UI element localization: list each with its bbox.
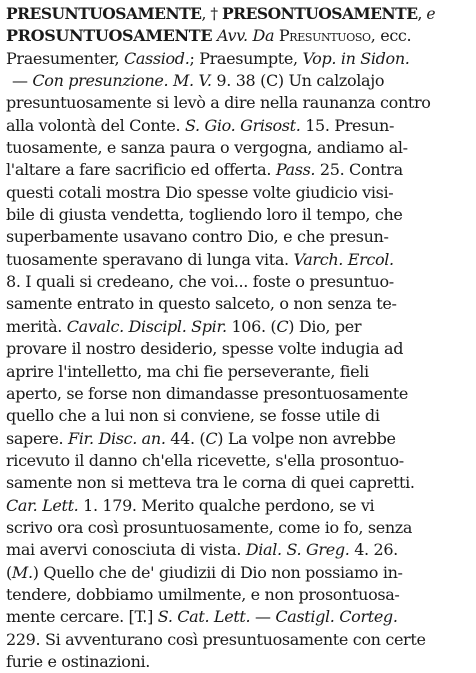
citation-text: Varch. Ercol. bbox=[293, 249, 394, 269]
body-text: samente entrato in questo salceto, o non senza te- bbox=[6, 294, 397, 314]
text-line bbox=[6, 293, 470, 315]
body-text: 15. Presun- bbox=[300, 115, 394, 135]
body-text: , bbox=[417, 5, 427, 23]
citation-text: Pass. bbox=[275, 160, 316, 180]
text-line bbox=[6, 115, 470, 137]
citation-text: Avv. Da bbox=[216, 26, 275, 46]
body-text: quello che a lui non si conviene, se fosse utile di bbox=[6, 406, 380, 426]
text-line bbox=[6, 584, 470, 606]
body-text: 25. Contra bbox=[315, 160, 403, 180]
text-line bbox=[6, 539, 470, 561]
text-line bbox=[6, 338, 470, 360]
body-text: ) Quello che de' giudizii di Dio non possiamo in- bbox=[32, 562, 403, 582]
body-text: 44. ( bbox=[165, 428, 206, 448]
text-line bbox=[6, 450, 470, 472]
body-text: furie e ostinazioni. bbox=[6, 651, 151, 671]
citation-text: Fir. Disc. an. bbox=[67, 428, 166, 448]
body-text: ( bbox=[6, 562, 12, 582]
citation-text: Vop. in Sidon. bbox=[302, 48, 410, 68]
body-text: ) Dio, per bbox=[288, 316, 362, 336]
body-text: , ecc. bbox=[370, 26, 412, 46]
body-text: merità. bbox=[6, 316, 67, 336]
body-text: presuntuosamente si levò a dire nella raunanza contro bbox=[6, 93, 431, 113]
text-line bbox=[6, 562, 470, 584]
text-line bbox=[6, 92, 470, 114]
body-text: superbamente usavano contro Dio, e che presun- bbox=[6, 227, 389, 247]
body-text: 106. ( bbox=[226, 316, 277, 336]
text-line bbox=[6, 495, 470, 517]
body-text: Praesumenter, bbox=[6, 48, 124, 68]
body-text: 8. I quali si credeano, che voi... foste o presuntuo- bbox=[6, 272, 394, 292]
citation-text: Cassiod. bbox=[123, 48, 190, 68]
text-line bbox=[6, 3, 470, 25]
dictionary-entry bbox=[6, 3, 470, 673]
citation-text: C bbox=[276, 316, 289, 336]
body-text: tuosamente speravano di lunga vita. bbox=[6, 249, 294, 269]
citation-text: Cavalc. Discipl. Spir. bbox=[66, 316, 227, 336]
body-text: tendere, dobbiamo umilmente, e non prosontuosa- bbox=[6, 584, 400, 604]
body-text: mai avervi conosciuta di vista. bbox=[6, 540, 246, 560]
body-text: 4. 26. bbox=[349, 540, 398, 560]
text-line bbox=[6, 428, 470, 450]
text-line bbox=[6, 517, 470, 539]
body-text: tuosamente, e sanza paura o vergogna, andiamo al- bbox=[6, 138, 408, 158]
body-text: Presuntuoso bbox=[278, 26, 371, 46]
body-text: questi cotali mostra Dio spesse volte giudicio visi- bbox=[6, 182, 394, 202]
text-line bbox=[6, 182, 470, 204]
citation-text: Con presunzione. M. V. bbox=[32, 71, 212, 91]
text-line bbox=[6, 137, 470, 159]
citation-text: Castigl. Corteg. bbox=[275, 607, 398, 627]
body-text: aperto, se forse non dimandasse presontuosamente bbox=[6, 383, 408, 403]
text-line bbox=[6, 405, 470, 427]
citation-text: M. bbox=[11, 562, 33, 582]
text-line bbox=[6, 48, 470, 70]
body-text: ricevuto il danno ch'ella ricevette, s'ella prosontuo- bbox=[6, 450, 404, 470]
text-line bbox=[6, 249, 470, 271]
text-line bbox=[6, 361, 470, 383]
text-line bbox=[6, 383, 470, 405]
text-line bbox=[6, 25, 470, 47]
text-line bbox=[6, 651, 470, 673]
text-line bbox=[6, 159, 470, 181]
text-line bbox=[6, 472, 470, 494]
body-text: — bbox=[250, 607, 276, 627]
body-text: ; Praesumpte, bbox=[189, 48, 303, 68]
citation-text: Dial. S. Greg. bbox=[245, 540, 350, 560]
headword: PRESONTUOSAMENTE bbox=[222, 4, 418, 23]
text-line bbox=[6, 606, 470, 628]
citation-text: Car. Lett. bbox=[6, 495, 79, 515]
citation-text: S. Gio. Grisost. bbox=[184, 115, 301, 135]
citation-text: e bbox=[426, 5, 436, 23]
body-text: samente non si metteva tra le corna di quei capretti. bbox=[6, 473, 415, 493]
body-text: alla volontà del Conte. bbox=[6, 115, 185, 135]
body-text: provare il nostro desiderio, spesse volte indugia ad bbox=[6, 339, 404, 359]
citation-text: S. Cat. Lett. bbox=[157, 607, 251, 627]
body-text: sapere. bbox=[6, 428, 68, 448]
text-line bbox=[6, 271, 470, 293]
headword: PROSUNTUOSAMENTE bbox=[6, 26, 213, 46]
body-text: bile di giusta vendetta, togliendo loro il tempo, che bbox=[6, 205, 403, 225]
body-text: — bbox=[12, 71, 33, 91]
body-text: aprire l'intelletto, ma chi fie perseverante, fieli bbox=[6, 361, 369, 381]
body-text: scrivo ora così prosuntuosamente, come io fo, senza bbox=[6, 517, 413, 537]
text-line bbox=[6, 226, 470, 248]
body-text: 229. Si avventurano così presuntuosamente con certe bbox=[6, 629, 426, 649]
body-text: ) La volpe non avrebbe bbox=[217, 428, 396, 448]
body-text: mente cercare. [T.] bbox=[6, 607, 158, 627]
text-line bbox=[6, 316, 470, 338]
body-text: 1. 179. Merito qualche perdono, se vi bbox=[78, 495, 375, 515]
text-line bbox=[6, 204, 470, 226]
text-line bbox=[6, 70, 470, 92]
citation-text: C bbox=[205, 428, 218, 448]
body-text: 9. 38 (C) Un calzolajo bbox=[211, 71, 385, 91]
body-text: , † bbox=[201, 5, 223, 23]
body-text: l'altare a fare sacrificio ed offerta. bbox=[6, 160, 276, 180]
headword: PRESUNTUOSAMENTE bbox=[6, 4, 202, 23]
